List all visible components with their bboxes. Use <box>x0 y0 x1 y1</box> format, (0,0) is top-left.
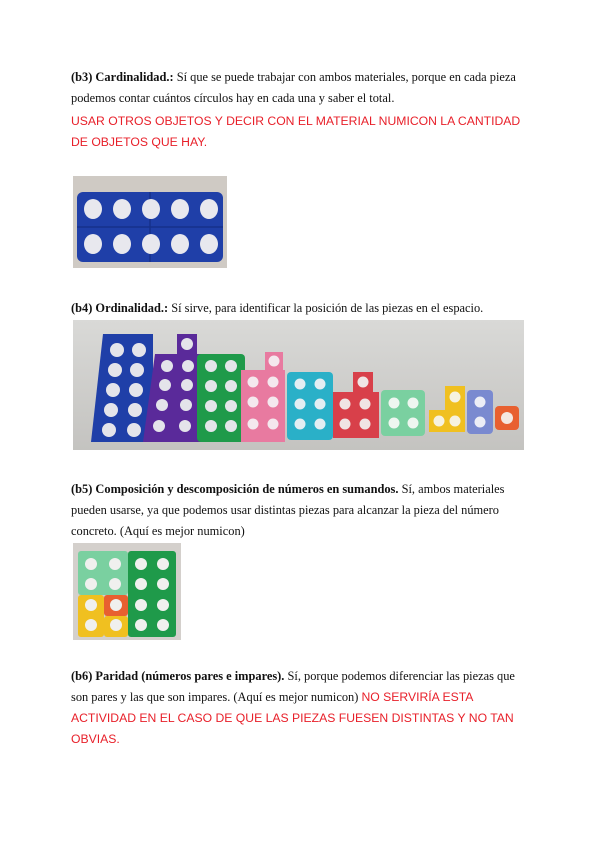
section-b6-red-note: NO SERVIRÍA ESTA ACTIVIDAD EN EL CASO DE QUE LAS PIEZAS FUESEN DISTINTAS Y NO TAN OBVIAS. <box>71 690 514 746</box>
section-b4-text <box>71 298 533 319</box>
section-b6-text <box>71 666 533 750</box>
section-b3-body: Sí que se puede trabajar con ambos materiales, porque en cada pieza podemos contar cuántos círculos hay en cada una y saber el total. <box>71 70 516 105</box>
section-b4-heading: (b4) Ordinalidad.: <box>71 301 169 315</box>
photo-numicon-ten <box>73 176 227 268</box>
section-b3-red-note: USAR OTROS OBJETOS Y DECIR CON EL MATERIAL NUMICON LA CANTIDAD DE OBJETOS QUE HAY. <box>71 114 521 149</box>
section-b5-heading: (b5) Composición y descomposición de números en sumandos. <box>71 482 399 496</box>
photo-numicon-composition <box>73 543 181 640</box>
section-b4-body: Sí sirve, para identificar la posición de las piezas en el espacio. <box>168 301 484 315</box>
photo-numicon-staircase <box>73 320 524 450</box>
section-b6-heading: (b6) Paridad (números pares e impares). <box>71 669 285 683</box>
section-b6-body: Sí, porque podemos diferenciar las piezas que son pares y las que son impares. (Aquí es mejor numicon) <box>71 669 515 704</box>
section-b3-heading: (b3) Cardinalidad.: <box>71 70 174 84</box>
section-b3-text <box>71 67 533 109</box>
section-b5-text <box>71 479 533 542</box>
section-b5-body: Sí, ambos materiales pueden usarse, ya que podemos usar distintas piezas para alcanzar la pieza del número concreto. (Aquí es mejor numicon) <box>71 482 505 538</box>
